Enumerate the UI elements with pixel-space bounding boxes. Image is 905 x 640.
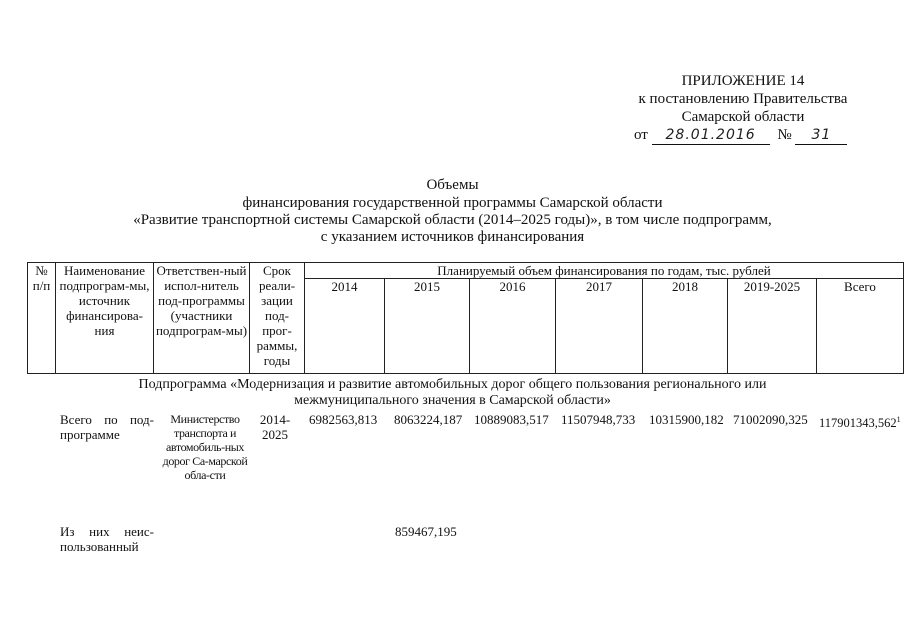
value-total-number: 117901343,562 xyxy=(819,416,897,431)
header-year-2018: 2018 xyxy=(643,279,728,374)
date-handwritten: 28.01.2016 xyxy=(652,126,770,145)
doc-title-line3: «Развитие транспортной системы Самарской области (2014–2025 годы)», в том числе подпрограмм, xyxy=(133,212,772,228)
doc-title-line4: с указанием источников финансирования xyxy=(320,229,585,245)
appendix-line2: Самарской области xyxy=(681,109,805,125)
header-year-2015: 2015 xyxy=(385,279,470,374)
value-2016: 10889083,517 xyxy=(474,412,549,427)
row-total-executor: Министерство транспорта и автомобиль-ных дорог Са-марской обла-сти xyxy=(162,412,248,482)
value-2018: 10315900,182 xyxy=(649,412,724,427)
value-2015: 8063224,187 xyxy=(394,412,463,427)
value-total xyxy=(819,412,901,431)
financing-table-header xyxy=(27,262,904,374)
value-2019-2025: 71002090,325 xyxy=(733,412,808,427)
number-prefix: № xyxy=(777,127,792,143)
appendix-block xyxy=(618,72,868,126)
doc-title-line2: финансирования государственной программы Самарской области xyxy=(242,195,663,211)
row-total-term: 2014-2025 xyxy=(259,412,291,442)
header-num: № п/п xyxy=(28,263,56,374)
row-total-name: Всего по под-программе xyxy=(60,412,154,442)
date-prefix: от xyxy=(634,127,648,143)
row-unused-value-2015: 859467,195 xyxy=(395,524,457,539)
subprogram-title-line2: межмуниципального значения в Самарской области» xyxy=(294,393,611,408)
header-term: Срок реали-зации под-прог-раммы, годы xyxy=(250,263,305,374)
appendix-line1: к постановлению Правительства xyxy=(638,91,848,107)
number-handwritten: 31 xyxy=(795,126,847,145)
header-year-2019-2025: 2019-2025 xyxy=(728,279,817,374)
header-name: Наименование подпрограм-мы, источник финансирова-ния xyxy=(56,263,154,374)
doc-title-line1: Объемы xyxy=(426,177,479,193)
header-year-2016: 2016 xyxy=(470,279,556,374)
subprogram-title-line1: Подпрограмма «Модернизация и развитие автомобильных дорог общего пользования регионального или xyxy=(138,377,767,392)
value-2014: 6982563,813 xyxy=(309,412,378,427)
appendix-date-row xyxy=(634,126,847,145)
value-2017: 11507948,733 xyxy=(561,412,636,427)
header-year-2014: 2014 xyxy=(305,279,385,374)
header-year-2017: 2017 xyxy=(556,279,643,374)
header-total: Всего xyxy=(817,279,904,374)
appendix-title: ПРИЛОЖЕНИЕ 14 xyxy=(681,73,805,89)
row-unused-name: Из них неис-пользованный xyxy=(60,524,154,554)
value-total-footnote: 1 xyxy=(896,415,901,424)
header-planned-funding: Планируемый объем финансирования по годам, тыс. рублей xyxy=(305,263,904,279)
header-responsible: Ответствен-ный испол-нитель под-программы (участники подпрограм-мы) xyxy=(154,263,250,374)
